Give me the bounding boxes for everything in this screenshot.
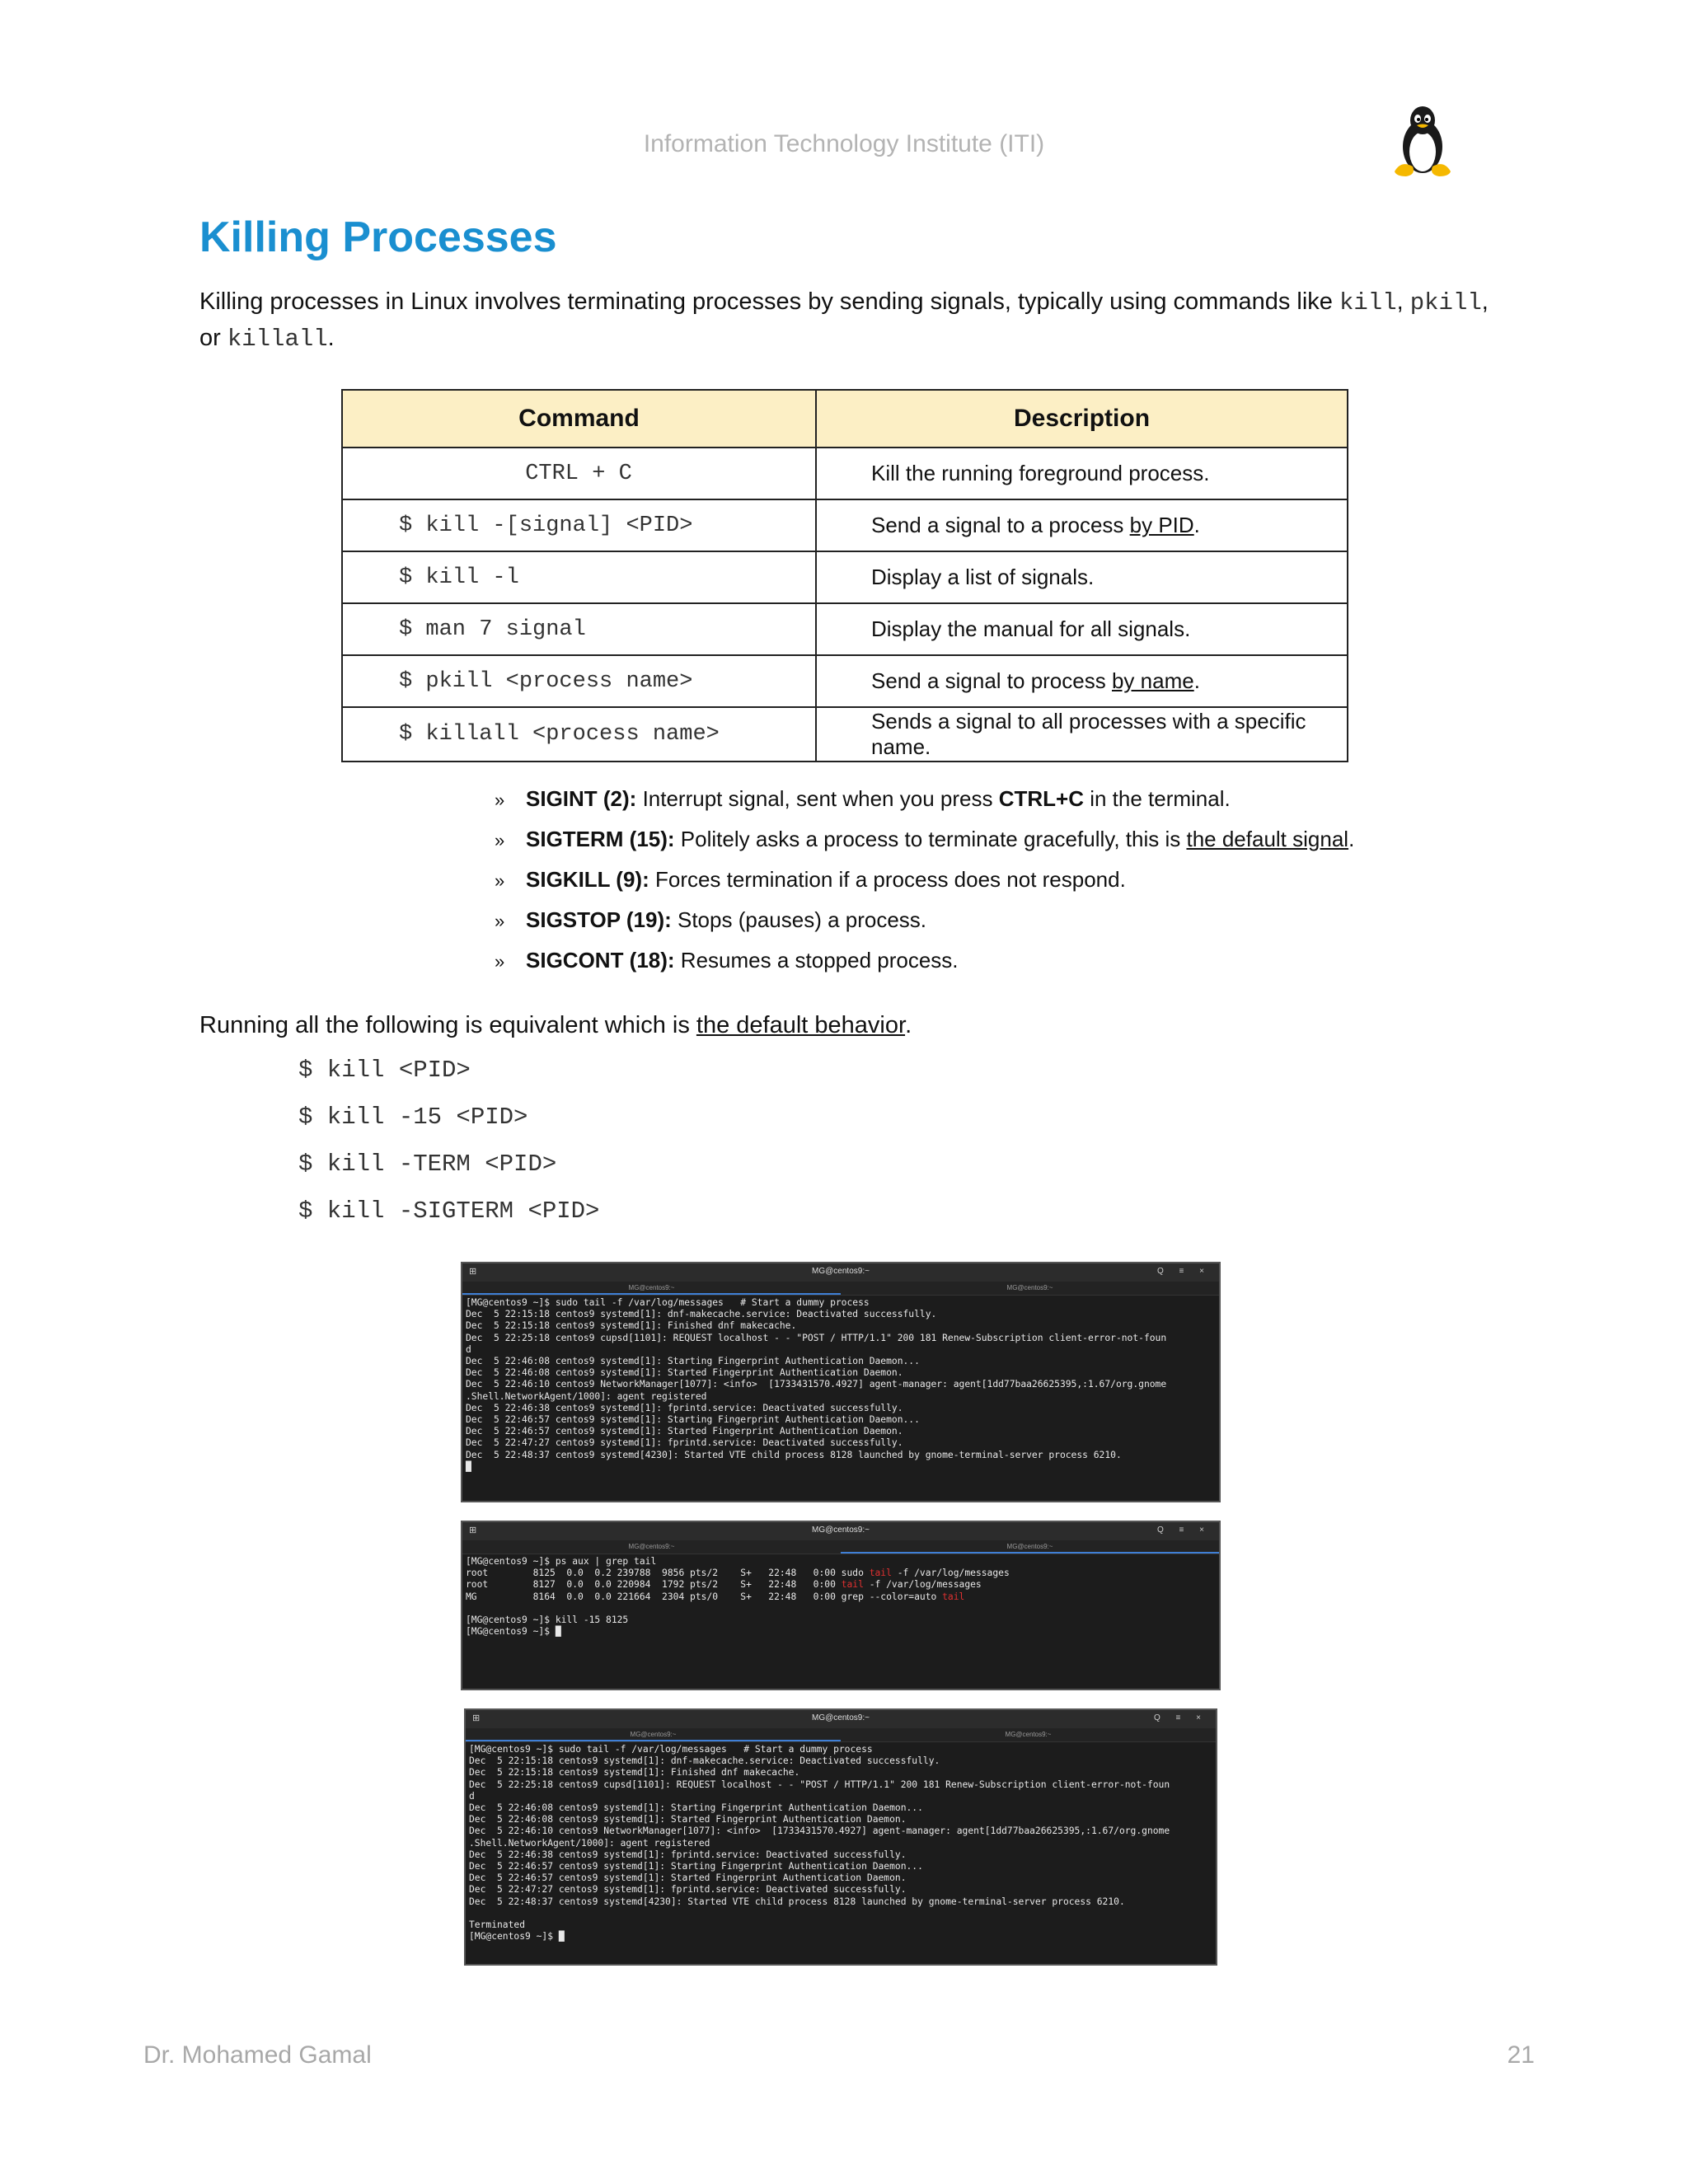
footer-page-number: 21 <box>1507 2041 1535 2069</box>
table-row <box>342 603 1348 655</box>
terminal-tabs <box>462 1282 1219 1296</box>
column-header-command: Command <box>342 390 816 448</box>
command-cell: $ killall <process name> <box>342 707 816 762</box>
table-row <box>342 655 1348 707</box>
page-title: Killing Processes <box>199 213 557 261</box>
terminal-titlebar <box>462 1522 1219 1540</box>
command-cell: $ kill -l <box>342 551 816 603</box>
table-row <box>342 551 1348 603</box>
command-cell: $ pkill <process name> <box>342 655 816 707</box>
description-cell: Sends a signal to all processes with a specific name. <box>816 707 1348 762</box>
terminal-screenshot-2 <box>461 1521 1221 1690</box>
code-line: $ kill -SIGTERM <PID> <box>298 1197 600 1225</box>
terminal-title: MG@centos9:~ <box>812 1713 870 1722</box>
table-row <box>342 707 1348 762</box>
description-cell: Display a list of signals. <box>816 551 1348 603</box>
window-controls: Q ≡ × <box>1156 1526 1211 1535</box>
tux-penguin-icon <box>1391 104 1454 178</box>
terminal-output: [MG@centos9 ~]$ sudo tail -f /var/log/messages # Start a dummy process Dec 5 22:15:18 centos9 systemd[1]: dnf-makecache.service: Deactivated successfully. Dec 5 22:15:18 centos9 systemd[1]: Finished dnf makecache. Dec 5 22:25:18 centos9 cupsd[1101]: REQUEST localhost - - "POST / HTTP/1.1" 200 181 Renew-Subscription client-error-not-foun d Dec 5 22:46:08 centos9 systemd[1]: Starting Fingerprint Authentication Daemon... Dec 5 22:46:08 centos9 systemd[1]: Started Fingerprint Authentication Daemon. Dec 5 22:46:10 centos9 NetworkManager[1077]: <info> [1733431570.4927] agent-manager: agent[1dd77baa26625395,:1.67/org.gnome .Shell.NetworkAgent/1000]: agent registered Dec 5 22:46:38 centos9 systemd[1]: fprintd.service: Deactivated successfully. Dec 5 22:46:57 centos9 systemd[1]: Starting Fingerprint Authentication Daemon... Dec 5 22:46:57 centos9 systemd[1]: Started Fingerprint Authentication Daemon. Dec 5 22:47:27 centos9 systemd[1]: fprintd.service: Deactivated successfully. Dec 5 22:48:37 centos9 systemd[4230]: Started VTE child process 8128 launched by gnome-terminal-server process 6210. █ <box>466 1297 1167 1472</box>
page-header: Information Technology Institute (ITI) <box>643 130 1045 157</box>
terminal-title: MG@centos9:~ <box>812 1526 870 1535</box>
terminal-title: MG@centos9:~ <box>812 1267 870 1276</box>
terminal-tab: MG@centos9:~ <box>841 1540 1219 1554</box>
window-controls: Q ≡ × <box>1153 1713 1207 1722</box>
footer-author: Dr. Mohamed Gamal <box>143 2041 372 2069</box>
terminal-titlebar <box>462 1263 1219 1282</box>
code-line: $ kill -15 <PID> <box>298 1104 528 1131</box>
command-cell: $ man 7 signal <box>342 603 816 655</box>
terminal-tab: MG@centos9:~ <box>1006 1284 1053 1291</box>
terminal-titlebar <box>466 1710 1216 1728</box>
table-row <box>342 448 1348 499</box>
terminal-tab: MG@centos9:~ <box>462 1282 841 1295</box>
description-cell: Display the manual for all signals. <box>816 603 1348 655</box>
window-controls: Q ≡ × <box>1156 1267 1211 1276</box>
description-cell: Send a signal to process by name. <box>816 655 1348 707</box>
terminal-screenshot-1 <box>461 1262 1221 1502</box>
commands-table <box>341 389 1348 762</box>
command-cell: CTRL + C <box>342 448 816 499</box>
new-tab-icon: ⊞ <box>472 1713 481 1723</box>
table-header-row <box>342 390 1348 448</box>
code-line: $ kill <PID> <box>298 1057 471 1084</box>
list-item: » SIGKILL (9): Forces termination if a process does not respond. <box>495 867 1126 892</box>
terminal-output: [MG@centos9 ~]$ sudo tail -f /var/log/messages # Start a dummy process Dec 5 22:15:18 centos9 systemd[1]: dnf-makecache.service: Deactivated successfully. Dec 5 22:15:18 centos9 systemd[1]: Finished dnf makecache. Dec 5 22:25:18 centos9 cupsd[1101]: REQUEST localhost - - "POST / HTTP/1.1" 200 181 Renew-Subscription client-error-not-foun d Dec 5 22:46:08 centos9 systemd[1]: Starting Fingerprint Authentication Daemon... Dec 5 22:46:08 centos9 systemd[1]: Started Fingerprint Authentication Daemon. Dec 5 22:46:10 centos9 NetworkManager[1077]: <info> [1733431570.4927] agent-manager: agent[1dd77baa26625395,:1.67/org.gnome .Shell.NetworkAgent/1000]: agent registered Dec 5 22:46:38 centos9 systemd[1]: fprintd.service: Deactivated successfully. Dec 5 22:46:57 centos9 systemd[1]: Starting Fingerprint Authentication Daemon... Dec 5 22:46:57 centos9 systemd[1]: Started Fingerprint Authentication Daemon. Dec 5 22:47:27 centos9 systemd[1]: fprintd.service: Deactivated successfully. Dec 5 22:48:37 centos9 systemd[4230]: Started VTE child process 8128 launched by gnome-terminal-server process 6210. Terminated [MG@centos9 ~]$ █ <box>469 1744 1170 1943</box>
terminal-tabs <box>466 1728 1216 1742</box>
column-header-description: Description <box>816 390 1348 448</box>
terminal-screenshot-3 <box>464 1708 1217 1966</box>
command-cell: $ kill -[signal] <PID> <box>342 499 816 551</box>
list-item: » SIGINT (2): Interrupt signal, sent when you press CTRL+C in the terminal. <box>495 786 1231 811</box>
list-item: » SIGSTOP (19): Stops (pauses) a process. <box>495 907 927 932</box>
terminal-tab: MG@centos9:~ <box>466 1728 841 1741</box>
table-row <box>342 499 1348 551</box>
new-tab-icon: ⊞ <box>469 1267 477 1277</box>
description-cell: Kill the running foreground process. <box>816 448 1348 499</box>
terminal-tab: MG@centos9:~ <box>1005 1731 1052 1738</box>
description-cell: Send a signal to a process by PID. <box>816 499 1348 551</box>
intro-paragraph: Killing processes in Linux involves terminating processes by sending signals, typically using commands like kill, pkill, or killall. <box>199 288 1489 353</box>
terminal-tab: MG@centos9:~ <box>628 1543 675 1550</box>
equivalent-paragraph: Running all the following is equivalent which is the default behavior. <box>199 1012 912 1038</box>
terminal-tabs <box>462 1540 1219 1554</box>
code-line: $ kill -TERM <PID> <box>298 1151 557 1178</box>
signals-list <box>495 779 1354 981</box>
new-tab-icon: ⊞ <box>469 1526 477 1535</box>
terminal-output: [MG@centos9 ~]$ ps aux | grep tail root 8125 0.0 0.2 239788 9856 pts/2 S+ 22:48 0:00 sudo tail -f /var/log/messages root 8127 0.0 0.0 220984 1792 pts/2 S+ 22:48 0:00 tail -f /var/log/messages MG 8164 0.0 0.0 221664 2304 pts/0 S+ 22:48 0:00 grep --color=auto tail [MG@centos9 ~]$ kill -15 8125 [MG@centos9 ~]$ █ <box>466 1556 1010 1638</box>
list-item: » SIGTERM (15): Politely asks a process to terminate gracefully, this is the default signal. <box>495 827 1355 851</box>
list-item: » SIGCONT (18): Resumes a stopped process. <box>495 948 959 972</box>
